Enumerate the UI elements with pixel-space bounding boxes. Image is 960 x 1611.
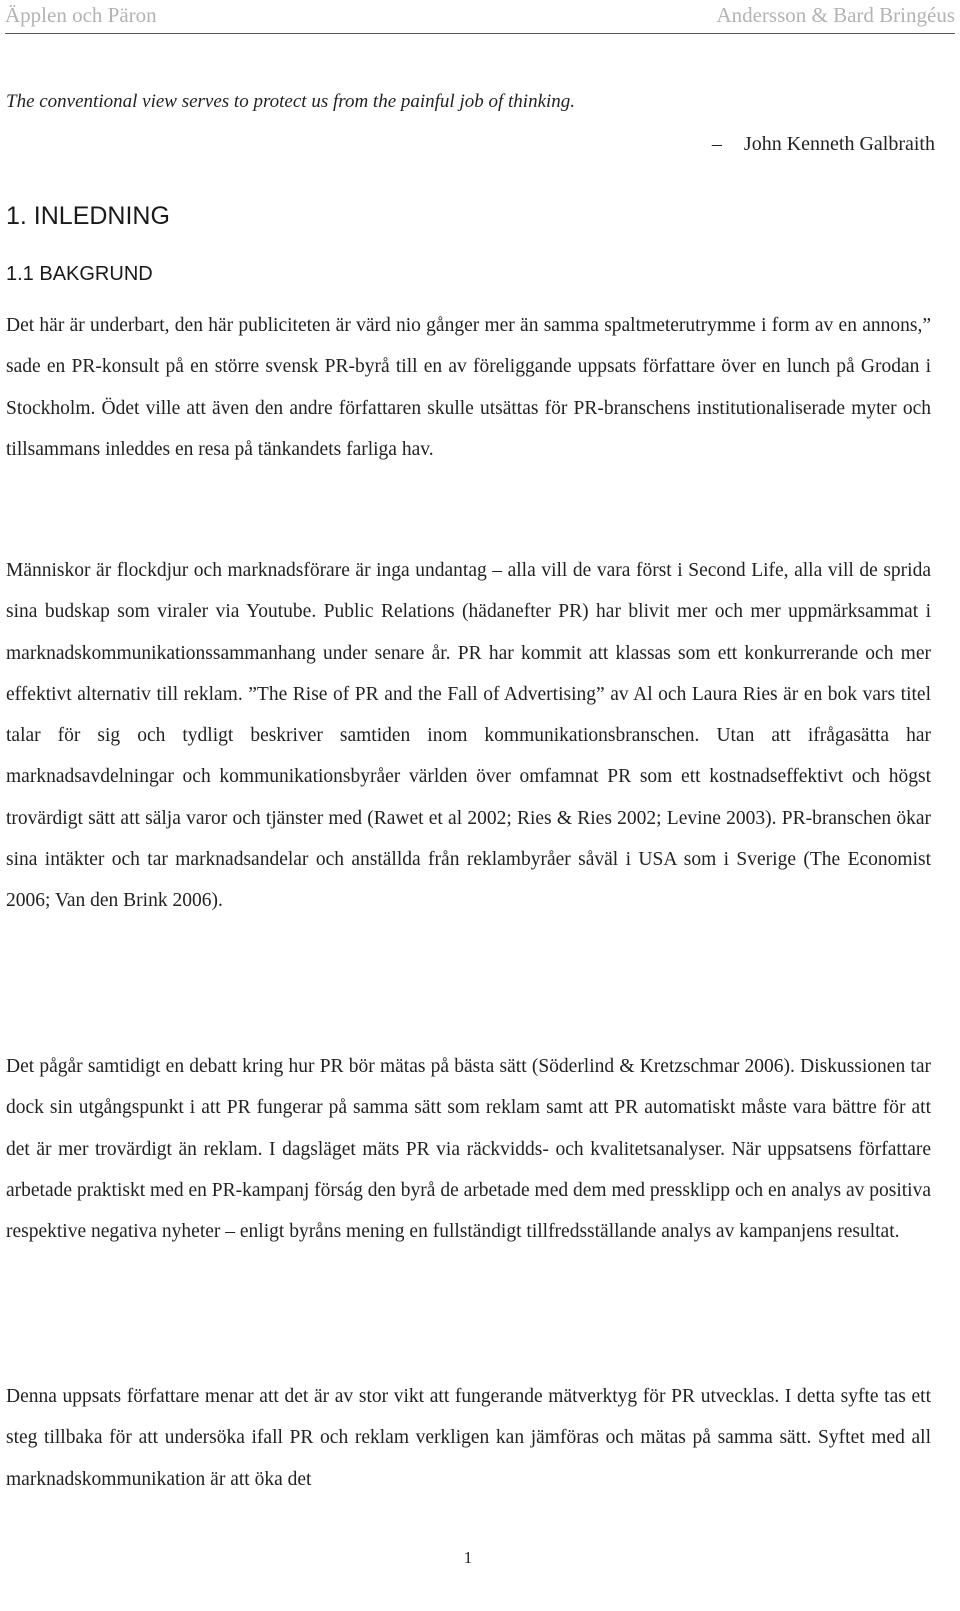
section-heading: 1.1 BAKGRUND: [6, 263, 153, 285]
paragraph-2: Människor är flockdjur och marknadsförare är inga undantag – alla vill de vara först i Second Life, alla vill de sprida sina budskap som viraler via Youtube. Public Relations (hädanefter PR) har blivit mer och mer uppmärksammat i marknadskommunikationssammanhang under senare år. PR har kommit att klassas som ett konkurrerande och mer effektivt alternativ till reklam. ”The Rise of PR and the Fall of Advertising” av Al och Laura Ries är en bok vars titel talar för sig och tydligt beskriver samtiden inom kommunikationsbranschen. Utan att ifrågasätta har marknadsavdelningar och kommunikationsbyråer världen över omfamnat PR som ett kostnadseffektivt och högst trovärdigt sätt att sälja varor och tjänster med (Rawet et al 2002; Ries & Ries 2002; Levine 2003). PR-branschen ökar sina intäkter och tar marknadsandelar och anställda från reklambyråer såväl i USA som i Sverige (The Economist 2006; Van den Brink 2006).: [6, 560, 931, 912]
epigraph-author: John Kenneth Galbraith: [743, 133, 935, 155]
header-title: Äpplen och Päron: [5, 3, 157, 27]
chapter-heading: 1. INLEDNING: [6, 202, 170, 230]
header-authors: Andersson & Bard Bringéus: [716, 3, 955, 27]
epigraph-attribution: [712, 130, 935, 158]
attribution-dash: –: [711, 133, 722, 155]
epigraph-quote: The conventional view serves to protect us from the painful job of thinking.: [6, 91, 576, 112]
running-header: [5, 0, 955, 34]
paragraph-1: Det här är underbart, den här publiciteten är värd nio gånger mer än samma spaltmeterutrymme i form av en annons,” sade en PR-konsult på en större svensk PR-byrå till en av föreliggande uppsats författare över en lunch på Grodan i Stockholm. Ödet ville att även den andre författaren skulle utsättas för PR-branschens institutionaliserade myter och tillsammans inleddes en resa på tänkandets farliga hav.: [6, 315, 931, 460]
paragraph-3: Det pågår samtidigt en debatt kring hur PR bör mätas på bästa sätt (Söderlind & Kretzschmar 2006). Diskussionen tar dock sin utgångspunkt i att PR fungerar på samma sätt som reklam samt att PR automatiskt måste vara bättre för att det är mer trovärdigt än reklam. I dagsläget mäts PR via räckvidds- och kvalitetsanalyser. När uppsatsens författare arbetade praktiskt med en PR-kampanj förság den byrå de arbetade med dem med pressklipp och en analys av positiva respektive negativa nyheter – enligt byråns mening en fullständigt tillfredsställande analys av kampanjens resultat.: [6, 1056, 931, 1243]
paragraph-4: Denna uppsats författare menar att det är av stor vikt att fungerande mätverktyg för PR utvecklas. I detta syfte tas ett steg tillbaka för att undersöka ifall PR och reklam verkligen kan jämföras och mätas på samma sätt. Syftet med all marknadskommunikation är att öka det: [6, 1386, 931, 1490]
page-number: 1: [463, 1548, 473, 1567]
